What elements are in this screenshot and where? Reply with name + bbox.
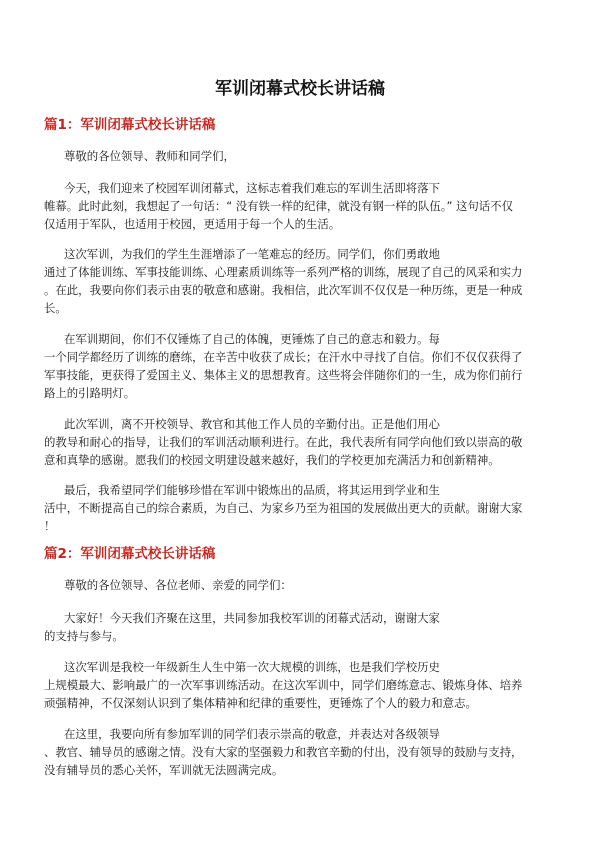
s1-line-10: 军事技能，更获得了爱国主义、集体主义的思想教育。这些将会伴随你们的一生，成为你们前行	[44, 368, 523, 382]
s1-line-17: ！	[44, 519, 56, 533]
section-1-heading: 篇1：军训闭幕式校长讲话稿	[44, 117, 216, 133]
s1-line-15: 最后，我希望同学们能够珍惜在军训中锻炼出的品质，将其运用到学业和生	[64, 483, 440, 497]
s1-line-16: 活中，不断提高自己的综合素质，为自己、为家乡乃至为祖国的发展做出更大的贡献。谢谢大家	[44, 501, 523, 515]
s1-line-9: 一个同学都经历了训练的磨练，在辛苦中收获了成长；在汗水中寻找了自信。你们不仅仅获得了	[44, 350, 523, 364]
s1-line-8: 在军训期间，你们不仅锤炼了自己的体魄，更锤炼了自己的意志和毅力。每	[64, 332, 440, 346]
s1-line-7: 长。	[44, 301, 67, 315]
s1-line-6: 。在此，我要向你们表示由衷的敬意和感谢。我相信，此次军训不仅仅是一种历练，更是一种成	[44, 283, 523, 297]
s2-line-4: 上规模最大、影响最广的一次军事训练活动。在这次军训中，同学们磨练意志、锻炼身体、培养	[44, 678, 523, 692]
s1-line-11: 路上的引路明灯。	[44, 386, 136, 400]
s1-line-5: 通过了体能训练、军事技能训练、心理素质训练等一系列严格的训练，展现了自己的风采和实力	[44, 265, 523, 279]
section-2-heading: 篇2：军训闭幕式校长讲话稿	[44, 546, 216, 562]
s2-line-2: 的支持与参与。	[44, 629, 124, 643]
s1-line-0: 尊敬的各位领导、教师和同学们，	[64, 149, 235, 163]
s1-line-13: 的教导和耐心的指导，让我们的军训活动顺利进行。在此，我代表所有同学向他们致以崇高的敬	[44, 435, 523, 449]
s2-line-6: 在这里，我要向所有参加军训的同学们表示崇高的敬意，并表达对各级领导	[64, 727, 440, 741]
s1-line-12: 此次军训，离不开校领导、教官和其他工作人员的辛勤付出。正是他们用心	[64, 417, 440, 431]
s2-line-8: 没有辅导员的悉心关怀，军训就无法圆满完成。	[44, 763, 284, 777]
s1-line-3: 仅适用于军队，也适用于校园，更适用于每一个人的生活。	[44, 217, 341, 231]
s1-line-4: 这次军训，为我们的学生生涯增添了一笔难忘的经历。同学们，你们勇敢地	[64, 247, 440, 261]
s1-line-2: 帷幕。此时此刻，我想起了一句话：“ 没有铁一样的纪律，就没有钢一样的队伍。” 这句话不仅	[44, 199, 513, 213]
s2-line-5: 顽强精神，不仅深刻认识到了集体精神和纪律的重要性，更锤炼了个人的毅力和意志。	[44, 696, 477, 710]
document-title: 军训闭幕式校长讲话稿	[215, 79, 385, 99]
s1-line-14: 意和真挚的感谢。愿我们的校园文明建设越来越好，我们的学校更加充满活力和创新精神。	[44, 453, 500, 467]
s2-line-3: 这次军训是我校一年级新生人生中第一次大规模的训练，也是我们学校历史	[64, 660, 440, 674]
s2-line-0: 尊敬的各位领导、各位老师、亲爱的同学们：	[64, 578, 292, 592]
s1-line-1: 今天，我们迎来了校园军训闭幕式，这标志着我们难忘的军训生活即将落下	[64, 181, 440, 195]
s2-line-7: 、教官、辅导员的感谢之情。没有大家的坚强毅力和教官辛勤的付出，没有领导的鼓励与支持，	[44, 745, 523, 759]
s2-line-1: 大家好！今天我们齐聚在这里，共同参加我校军训的闭幕式活动，谢谢大家	[64, 611, 440, 625]
